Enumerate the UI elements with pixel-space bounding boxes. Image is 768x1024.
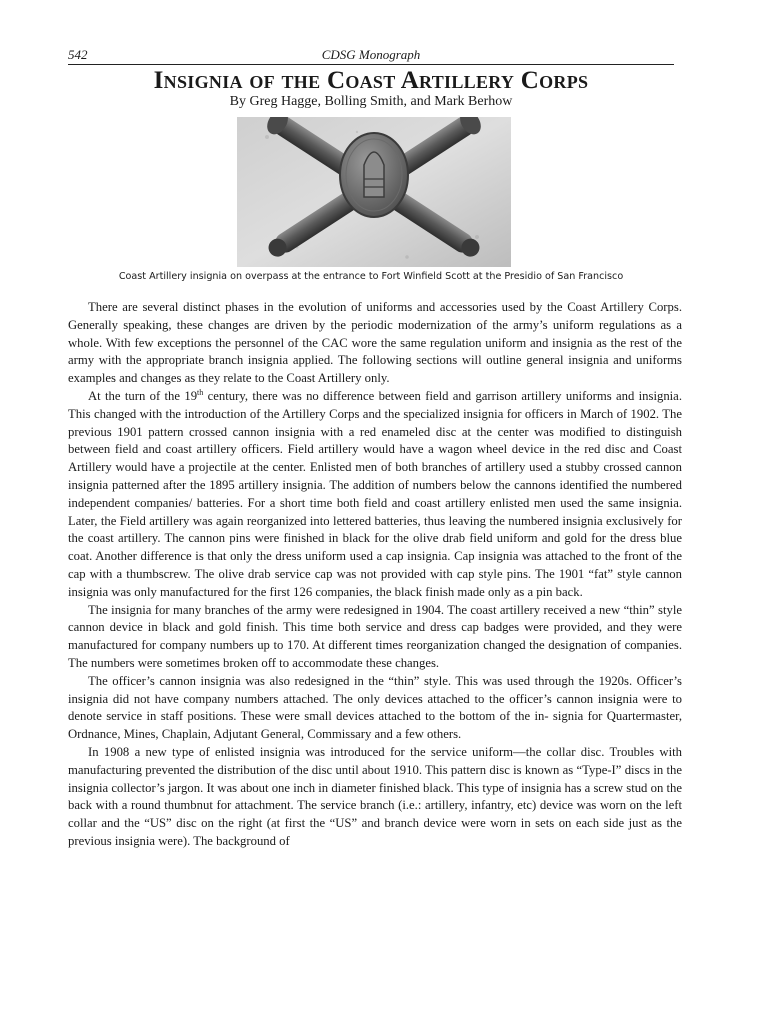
article-body [68, 299, 682, 851]
paragraph: The officer’s cannon insignia was also redesigned in the “thin” style. This was used through the 1920s. Officer’s insignia did not have company numbers attached. The only devices attached to the officer’s cannon insignia were to denote service in staff positions. These were small devices attached to the bottom of the in- signia for Quartermaster, Ordnance, Mines, Chaplain, Adjutant General, Commissary and a few others. [68, 673, 682, 742]
paragraph: At the turn of the 19th century, there was no difference between field and garrison artillery uniforms and insignia. This changed with the introduction of the Artillery Corps and the specialized insignia for officers in March of 1902. The previous 1901 pattern crossed cannon insignia with a red enameled disc at the center was modified to distinguish between field and coast artillery officers. Field artillery would have a wagon wheel device in the red disc and Coast Artillery would have a projectile at the center. Enlisted men of both branches of artillery used a stubby crossed cannon insignia patterned after the 1895 artillery insignia. The addition of numbers below the cannons identified the numbered independent companies/ batteries. For a short time both field and coast artillery enlisted men used the same insignia. Later, the Field artillery was again reorganized into lettered batteries, thus leaving the numbered insignia exclusively for the coast artillery. The cannon pins were finished in black for the olive drab field uniform and gold for the dress blue coat. Another difference is that only the dress uniform used a cap insignia. Cap insignia was attached to the front of the cap with a thumbscrew. The olive drab service cap was not provided with cap style pins. The 1901 “fat” style cannon insignia was only manufactured for the first 126 companies, the black finish made only as a pin back. [68, 387, 682, 599]
running-title: CDSG Monograph [321, 47, 421, 62]
running-header [68, 44, 674, 65]
paragraph: There are several distinct phases in the evolution of uniforms and accessories used by the Coast Artillery Corps. Generally speaking, these changes are driven by the periodic modernization of the army’s uniform regulations as a whole. With few exceptions the personnel of the CAC wore the same regulation uniform and insignia as the rest of the army with the appropriate branch insignia applied. The following sections will outline general insignia and uniforms examples and changes as they relate to the Coast Artillery only. [68, 300, 682, 386]
article-title: Insignia of the Coast Artillery Corps [153, 67, 589, 94]
figure-photo [237, 117, 511, 267]
page-number: 542 [68, 47, 88, 62]
figure-caption: Coast Artillery insignia on overpass at the entrance to Fort Winfield Scott at the Presidio of San Francisco [118, 271, 624, 282]
paragraph: The insignia for many branches of the army were redesigned in 1904. The coast artillery received a new “thin” style cannon device in black and gold finish. This time both service and dress cap badges were provided, and they were manufactured for company numbers up to 170. At different times reorganization changed the designation of companies. The numbers were sometimes broken off to accommodate these changes. [68, 602, 682, 670]
crossed-cannons-icon [237, 117, 511, 267]
paragraph: In 1908 a new type of enlisted insignia was introduced for the service uniform—the collar disc. Troubles with manufacturing prevented the distribution of the disc until about 1910. This pattern disc is known as “Type-I” discs in the insignia collector’s jargon. It was about one inch in diameter finished black. This type of insignia has a screw stud on the back with a round thumbnut for attachment. The service branch (i.e.: artillery, infantry, etc) device was worn on the left collar and the “US” disc on the right (at first the “US” and branch device were worn in sets on each side just as the previous insignia were). The background of [68, 744, 682, 848]
byline: By Greg Hagge, Bolling Smith, and Mark Berhow [229, 94, 513, 109]
